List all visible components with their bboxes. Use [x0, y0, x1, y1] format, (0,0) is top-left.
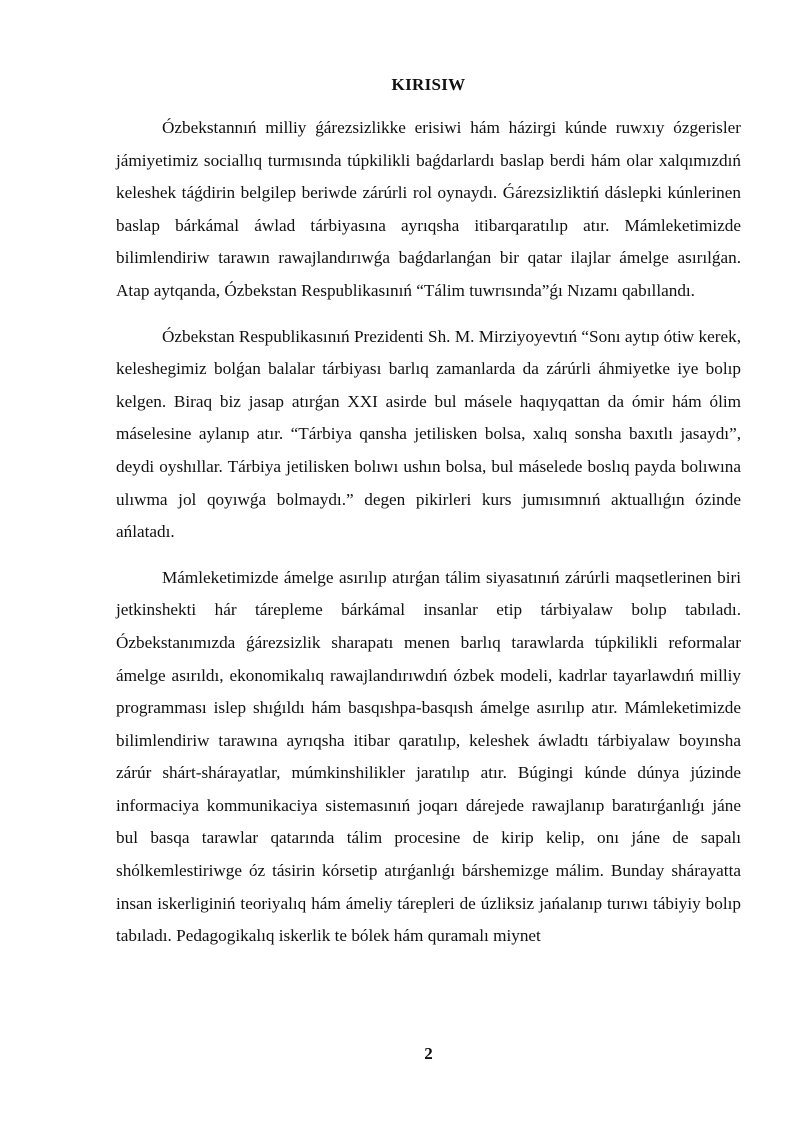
page-number: 2: [424, 1044, 433, 1063]
paragraph-2: Ózbekstan Respublikasınıń Prezidenti Sh. M. Mirziyoyevtıń “Sonı aytıp ótiw kerek, keleshegimiz bolǵan balalar tárbiyası barlıq zamanlarda da zárúrli áhmiyetke iye bolıp kelgen. Biraq biz jasap atırǵan XXI asirde bul másele haqıyqattan da ómir hám ólim máselesine aylanıp atır. “Tárbiya qansha jetilisken bolsa, xalıq sonsha baxıtlı jasaydı”, deydi oyshıllar. Tárbiya jetilisken bolıwı ushın bolsa, bul máselede boslıq payda bolıwına ulıwma jol qoyıwǵa bolmaydı.” degen pikirleri kurs jumısımnıń aktuallıǵın ózinde ańlatadı.: [116, 326, 741, 542]
body-text: [116, 112, 741, 953]
section-title: KIRISIW: [391, 75, 466, 94]
paragraph-3: Mámleketimizde ámelge asırılıp atırǵan tálim siyasatınıń zárúrli maqsetlerinen biri jetkinshekti hár tárepleme bárkámal insanlar etip tárbiyalaw bolıp tabıladı. Ózbekstanımızda ǵárezsizlik sharapatı menen barlıq tarawlarda túpkilikli reformalar ámelge asırıldı, ekonomikalıq rawajlandırıwdıń ózbek modeli, kadrlar tayarlawdıń milliy programması islep shıǵıldı hám basqıshpa-basqısh ámelge asırılıp atır. Mámleketimizde bilimlendiriw tarawına ayrıqsha itibar qaratılıp, keleshek áwladtı tárbiyalaw boyınsha zárúr shárt-shárayatlar, múmkinshilikler jaratılıp atır. Búgingi kúnde dúnya júzinde informaciya kommunikaciya sistemasınıń joqarı dárejede rawajlanıp baratırǵanlıǵı jáne bul basqa tarawlar qatarında tálim procesine de kirip kelip, onı jáne de sapalı shólkemlestiriwge óz tásirin kórsetip atırǵanlıǵı bárshemizge málim. Bunday shárayatta insan iskerliginiń teoriyalıq hám ámeliy tárepleri de úzliksiz jańalanıp turıwı tábiyiy bolıp tabıladı. Pedagogikalıq iskerlik te bólek hám quramalı miynet: [116, 567, 741, 946]
paragraph-1: Ózbekstannıń milliy ǵárezsizlikke erisiwi hám házirgi kúnde ruwxıy ózgerisler jámiyetimiz sociallıq turmısında túpkilikli baǵdarlardı baslap berdi hám olar xalqımızdıń keleshek táǵdirin belgilep beriwde zárúrli rol oynaydı. Ǵárezsizliktiń dáslepki kúnlerinen baslap bárkámal áwlad tárbiyasına ayrıqsha itibarqaratılıp atır. Mámleketimizde bilimlendiriw tarawın rawajlandırıwǵa baǵdarlanǵan bir qatar ilajlar ámelge asırılǵan. Atap aytqanda, Ózbekstan Respublikasınıń “Tálim tuwrısında”ǵı Nızamı qabıllandı.: [116, 118, 741, 300]
